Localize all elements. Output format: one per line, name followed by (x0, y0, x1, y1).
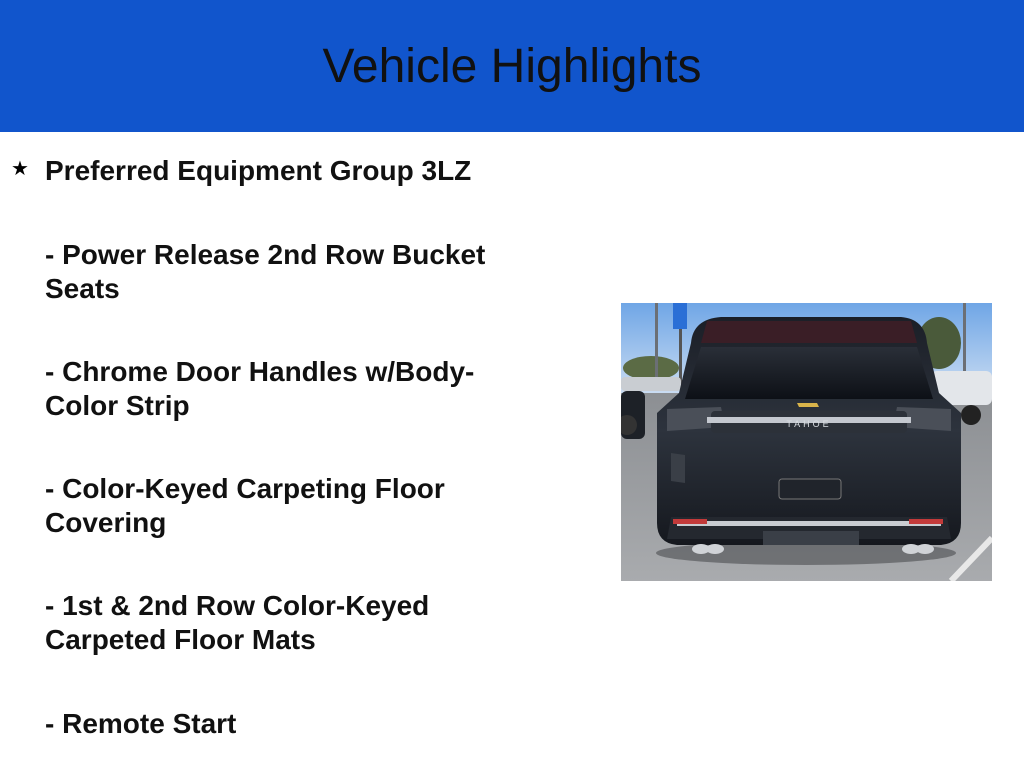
list-item-text: - 1st & 2nd Row Color-Keyed Carpeted Floor Mats (45, 590, 430, 655)
vehicle-photo (621, 303, 992, 581)
list-item-text: Preferred Equipment Group 3LZ (45, 155, 472, 186)
list-item-text: - Remote Start (45, 708, 237, 739)
header-bar (0, 0, 1024, 132)
star-icon: ★ (11, 156, 29, 180)
list-item-text: - Power Release 2nd Row Bucket Seats (45, 239, 486, 304)
list-item-text: - Chrome Door Handles w/Body-Color Strip (45, 356, 475, 421)
page-title: Vehicle Highlights (322, 39, 702, 93)
tahoe-badge-text: TAHOE (786, 419, 832, 429)
list-item-text: - Color-Keyed Carpeting Floor Covering (45, 473, 445, 538)
